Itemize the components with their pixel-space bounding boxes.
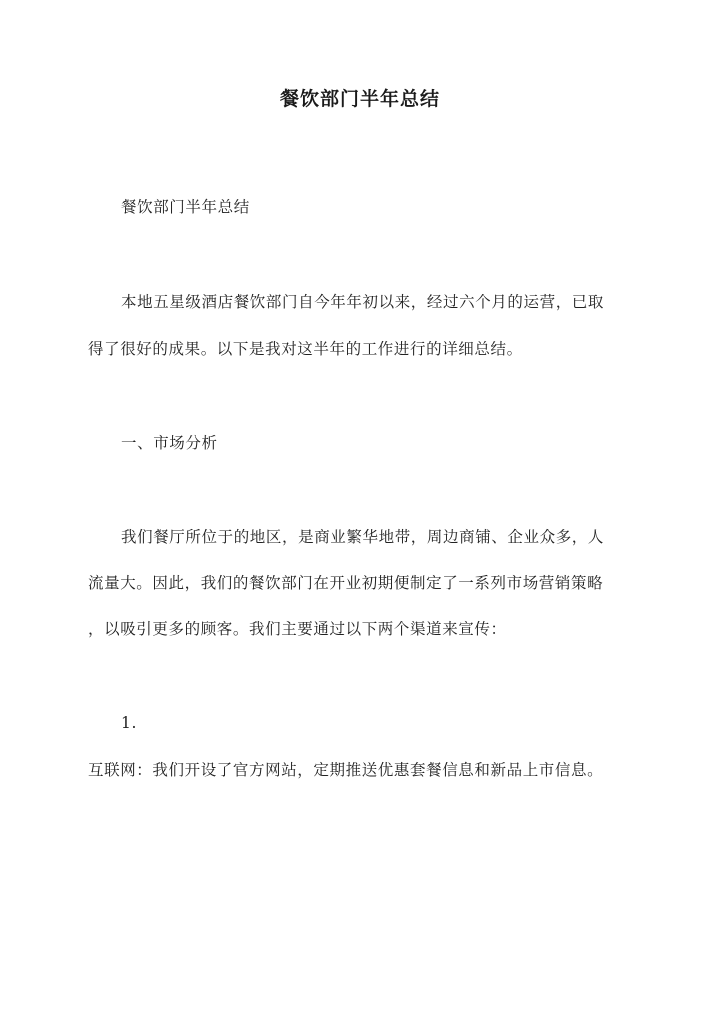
paragraph-1-line-2: 得了很好的成果。以下是我对这半年的工作进行的详细总结。 (88, 340, 523, 358)
paragraph-2-line-1: 我们餐厅所位于的地区，是商业繁华地带，周边商铺、企业众多，人 (121, 528, 605, 546)
paragraph-1-line-1: 本地五星级酒店餐饮部门自今年年初以来，经过六个月的运营，已取 (121, 293, 605, 311)
document-title: 餐饮部门半年总结 (279, 88, 440, 110)
paragraph-2-line-3: ，以吸引更多的顾客。我们主要通过以下两个渠道来宣传： (88, 620, 507, 638)
document-subtitle: 餐饮部门半年总结 (121, 198, 250, 216)
list-item-1-text: 互联网：我们开设了官方网站，定期推送优惠套餐信息和新品上市信息。 (88, 761, 604, 779)
section-1-heading: 一、市场分析 (121, 434, 218, 452)
paragraph-2-line-2: 流量大。因此，我们的餐饮部门在开业初期便制定了一系列市场营销策略 (88, 574, 604, 592)
list-item-1-number: 1. (121, 714, 137, 732)
